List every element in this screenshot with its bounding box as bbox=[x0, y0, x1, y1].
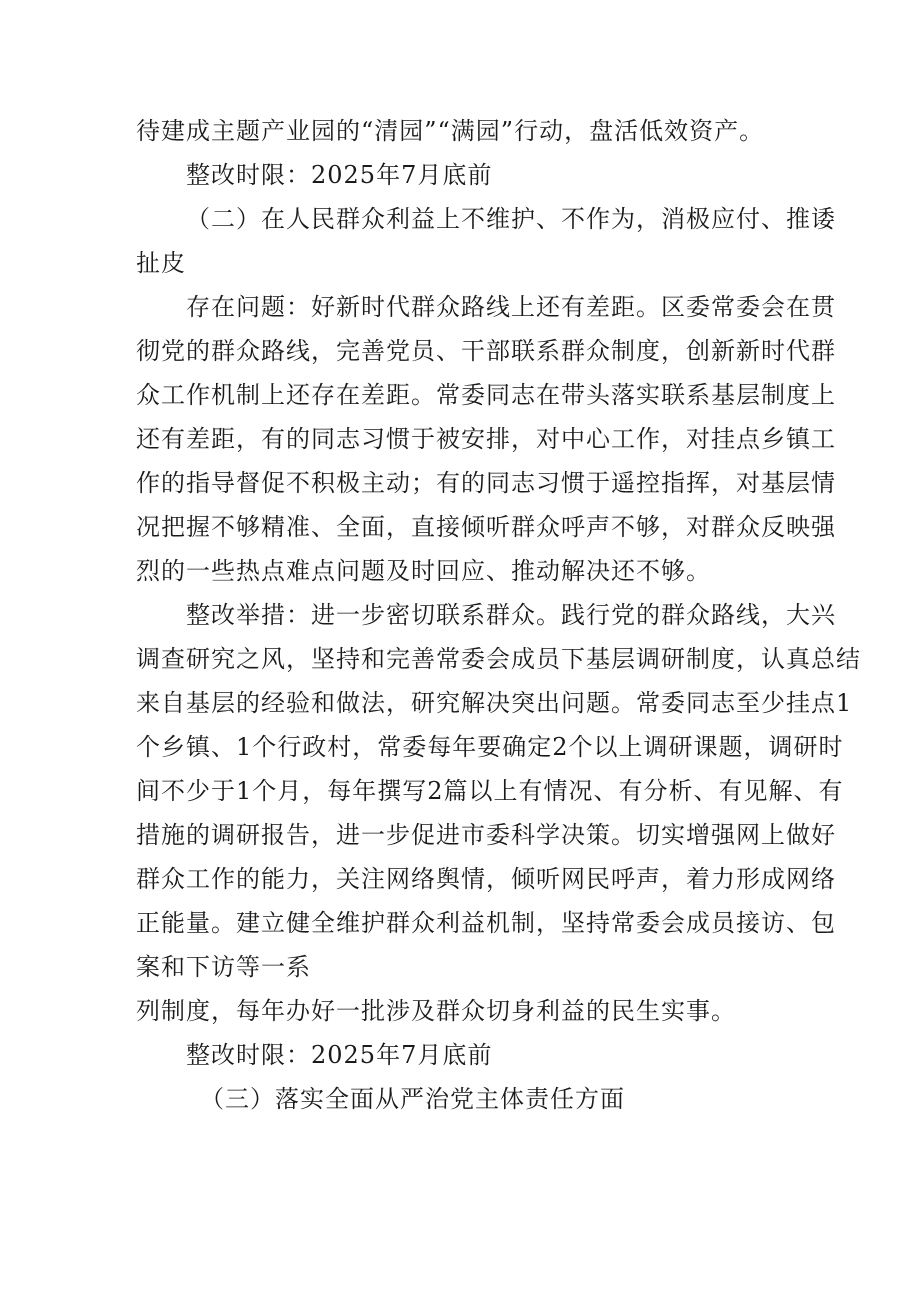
paragraph-line: 个乡镇、1个行政村，常委每年要确定2个以上调研课题，调研时 bbox=[136, 733, 844, 761]
paragraph-line: 作的指导督促不积极主动；有的同志习惯于遥控指挥，对基层情 bbox=[136, 469, 836, 497]
paragraph-line: 案和下访等一系 bbox=[136, 953, 311, 981]
paragraph-line: 群众工作的能力，关注网络舆情，倾听网民呼声，着力形成网络 bbox=[136, 865, 836, 893]
paragraph-line: 来自基层的经验和做法，研究解决突出问题。常委同志至少挂点1 bbox=[136, 689, 853, 717]
paragraph-line: 措施的调研报告，进一步促进市委科学决策。切实增强网上做好 bbox=[136, 821, 836, 849]
paragraph-line: 烈的一些热点难点问题及时回应、推动解决还不够。 bbox=[136, 557, 711, 585]
paragraph-line: 存在问题：好新时代群众路线上还有差距。区委常委会在贯 bbox=[186, 293, 836, 321]
paragraph-line: 列制度，每年办好一批涉及群众切身利益的民生实事。 bbox=[136, 997, 736, 1025]
paragraph-line: 彻党的群众路线，完善党员、干部联系群众制度，创新新时代群 bbox=[136, 337, 836, 365]
paragraph-line: 况把握不够精准、全面，直接倾听群众呼声不够，对群众反映强 bbox=[136, 513, 836, 541]
paragraph-line: 待建成主题产业园的“清园”“满园”行动，盘活低效资产。 bbox=[136, 117, 765, 145]
deadline-line: 整改时限：2025年7月底前 bbox=[186, 161, 493, 189]
section-heading-3: （三）落实全面从严治党主体责任方面 bbox=[200, 1085, 625, 1113]
deadline-line: 整改时限：2025年7月底前 bbox=[186, 1041, 493, 1069]
paragraph-line: 正能量。建立健全维护群众利益机制，坚持常委会成员接访、包 bbox=[136, 909, 836, 937]
paragraph-line: 整改举措：进一步密切联系群众。践行党的群众路线，大兴 bbox=[186, 601, 836, 629]
section-heading-2-continued: 扯皮 bbox=[136, 249, 186, 277]
section-heading-2: （二）在人民群众利益上不维护、不作为，消极应付、推诿 bbox=[186, 205, 836, 233]
paragraph-line: 调查研究之风，坚持和完善常委会成员下基层调研制度，认真总结 bbox=[136, 645, 861, 673]
paragraph-line: 众工作机制上还存在差距。常委同志在带头落实联系基层制度上 bbox=[136, 381, 836, 409]
paragraph-line: 间不少于1个月，每年撰写2篇以上有情况、有分析、有见解、有 bbox=[136, 777, 844, 805]
paragraph-line: 还有差距，有的同志习惯于被安排，对中心工作，对挂点乡镇工 bbox=[136, 425, 836, 453]
